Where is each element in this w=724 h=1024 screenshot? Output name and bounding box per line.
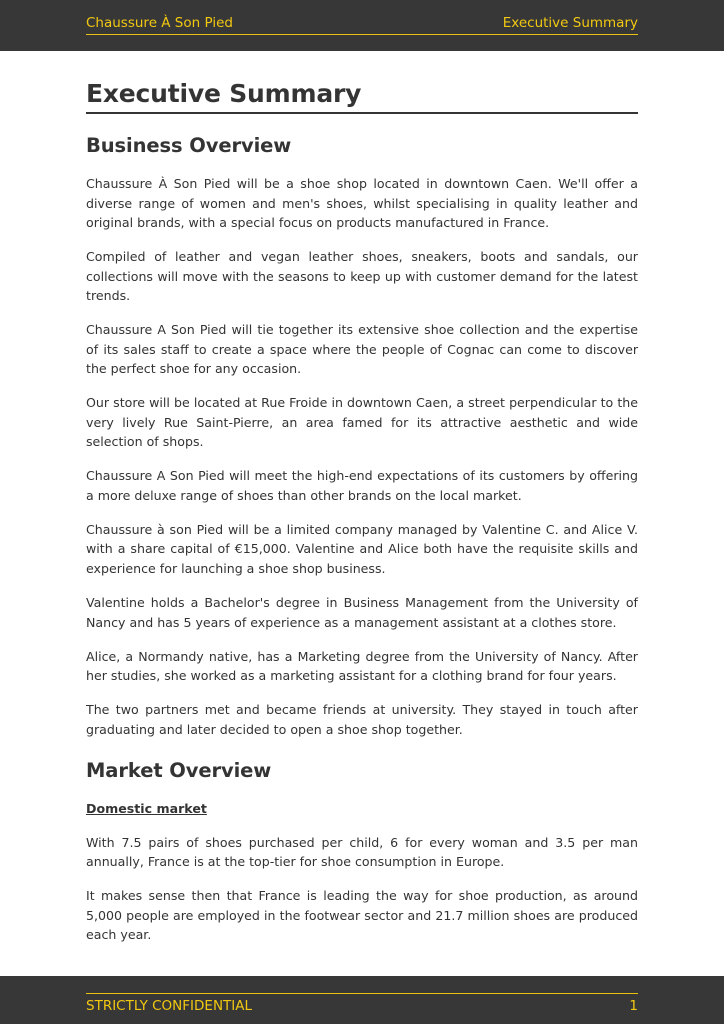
page-header [0,0,724,51]
footer-rule [86,993,638,1016]
page-title: Executive Summary [86,76,638,114]
business-paragraph: Chaussure A Son Pied will tie together its extensive shoe collection and the expertise of its sales staff to create a space where the people of Cognac can come to discover the perfect shoe for any occasion. [86,322,638,377]
business-paragraph: Valentine holds a Bachelor's degree in Business Management from the University of Nancy and has 5 years of experience as a management assistant at a clothes store. [86,595,638,630]
confidential-label: STRICTLY CONFIDENTIAL [86,998,253,1014]
business-paragraph: Compiled of leather and vegan leather shoes, sneakers, boots and sandals, our collections will move with the seasons to keep up with customer demand for the latest trends. [86,249,638,304]
market-overview-heading: Market Overview [86,759,272,783]
business-paragraph: Chaussure À Son Pied will be a shoe shop located in downtown Caen. We'll offer a diverse range of women and men's shoes, whilst specialising in quality leather and original brands, with a special focus on products manufactured in France. [86,176,638,230]
page-number: 1 [629,998,638,1014]
business-overview-heading: Business Overview [86,134,292,157]
market-paragraph: It makes sense then that France is leading the way for shoe production, as around 5,000 people are employed in the footwear sector and 21.7 million shoes are produced each year. [86,888,638,943]
header-rule [86,13,638,35]
page-footer [0,976,724,1024]
business-paragraph: Chaussure à son Pied will be a limited company managed by Valentine C. and Alice V. with a share capital of €15,000. Valentine and Alice both have the requisite skills and experience for launching a shoe shop business. [86,521,638,576]
market-paragraph: With 7.5 pairs of shoes purchased per child, 6 for every woman and 3.5 per man annually, France is at the top-tier for shoe consumption in Europe. [86,834,638,870]
header-company-name: Chaussure À Son Pied [86,15,233,31]
business-paragraph: Chaussure A Son Pied will meet the high-end expectations of its customers by offering a more deluxe range of shoes than other brands on the local market. [86,468,638,503]
domestic-market-subheading: Domestic market [86,801,207,817]
business-paragraph: The two partners met and became friends at university. They stayed in touch after graduating and later decided to open a shoe shop together. [86,702,638,737]
business-paragraph: Alice, a Normandy native, has a Marketing degree from the University of Nancy. After her studies, she worked as a marketing assistant for a clothing brand for four years. [86,648,638,684]
business-paragraph: Our store will be located at Rue Froide in downtown Caen, a street perpendicular to the very lively Rue Saint-Pierre, an area famed for its attractive aesthetic and wide selection of shops. [86,395,638,450]
header-section-name: Executive Summary [502,15,638,31]
document-body [86,76,638,959]
